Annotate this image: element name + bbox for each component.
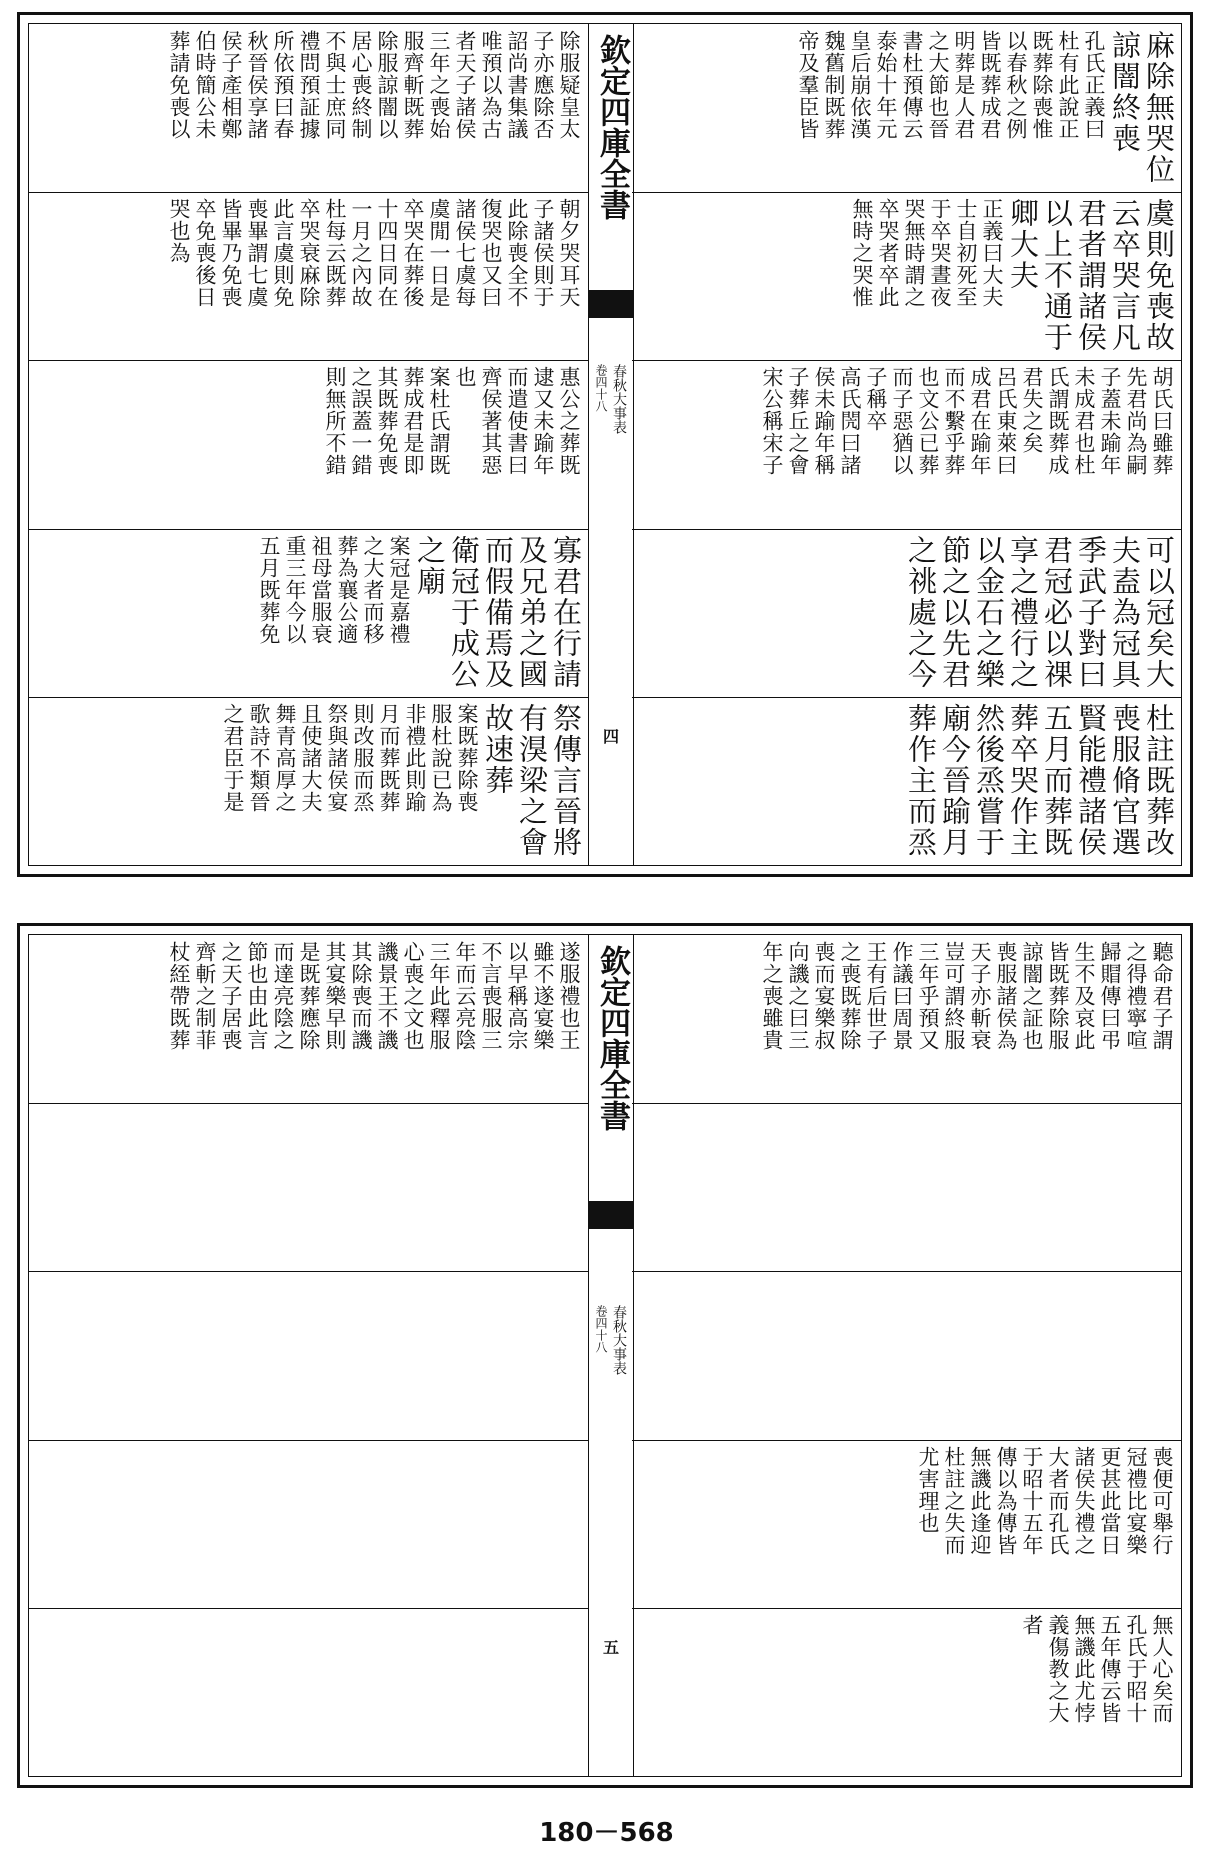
commentary-column: 朝夕哭耳天: [557, 198, 581, 309]
commentary-column: 生不及哀此: [1072, 941, 1096, 1051]
commentary-column: 案杜氏謂既: [427, 366, 451, 477]
gutter-title: 欽定四庫全書: [594, 34, 630, 220]
commentary-column: 葬成君是即: [401, 366, 425, 477]
commentary-column: 虞閒一日是: [427, 198, 451, 309]
main-text-column: 君冠必以祼: [1040, 534, 1074, 690]
top-left-half: [29, 24, 588, 865]
main-text-column: 享之禮行之: [1006, 534, 1040, 690]
commentary-column: 者: [1020, 1613, 1044, 1636]
main-text-column: 及兄弟之國: [515, 534, 549, 690]
commentary-column: 復哭也又曰: [479, 198, 503, 309]
commentary-column: 喪服諸侯為: [994, 941, 1018, 1051]
commentary-column: 之誤蓋一錯: [349, 366, 373, 477]
commentary-column: 非禮此則踰: [403, 702, 427, 813]
commentary-column: 子蓋未踰年: [1098, 366, 1122, 477]
commentary-column: 諸侯失禮之: [1072, 1445, 1096, 1556]
gutter-volume: 卷四十八: [594, 364, 608, 412]
commentary-column: 杖絰帶既葬: [167, 941, 191, 1051]
commentary-column: 而達亮陰之: [271, 941, 295, 1051]
register-cell: [632, 1271, 1181, 1439]
commentary-column: 無人心矣而: [1150, 1613, 1174, 1724]
commentary-column: 卒哭衰麻除: [297, 198, 321, 309]
commentary-column: 五年傳云皆: [1098, 1613, 1122, 1724]
commentary-column: 無譏此逢迎: [968, 1445, 992, 1556]
commentary-column: 歌詩不類晉: [247, 702, 271, 813]
gutter-page-number: 四: [602, 727, 619, 746]
commentary-column: 卒哭者卒此: [876, 198, 900, 309]
register-cell: [632, 192, 1181, 360]
commentary-column: 無時之哭惟: [850, 198, 874, 309]
register-cell: [29, 192, 588, 360]
commentary-column: 以早稱高宗: [505, 941, 529, 1051]
fish-tail-mark: [589, 1201, 633, 1229]
commentary-column: 詔尚書集議: [505, 30, 529, 140]
commentary-column: 于卒哭晝夜: [928, 198, 952, 309]
commentary-column: 明葬是人君: [952, 30, 976, 140]
main-text-column: 喪服脩官選: [1108, 702, 1142, 858]
commentary-column: 祖母當服衰: [309, 534, 333, 645]
register-cell: [632, 24, 1181, 192]
top-page-frame: [28, 23, 1182, 866]
main-text-column: 夫盍為冠具: [1108, 534, 1142, 690]
commentary-column: 大者而孔氏: [1046, 1445, 1070, 1556]
main-text-column: 以上不通于: [1040, 198, 1074, 354]
bottom-right-half: [632, 935, 1181, 1776]
commentary-column: 既葬除喪惟: [1030, 30, 1054, 140]
commentary-column: 惠公之葬既: [557, 366, 581, 477]
commentary-column: 此除喪全不: [505, 198, 529, 309]
commentary-column: 不與士庶同: [323, 30, 347, 140]
main-text-column: 衛冠于成公: [447, 534, 481, 690]
commentary-column: 居心喪終制: [349, 30, 373, 140]
commentary-column: 案冠是嘉禮: [387, 534, 411, 645]
commentary-column: 葬請免喪以: [167, 30, 191, 140]
commentary-column: 則改服而烝: [351, 702, 375, 813]
commentary-column: 侯子產相鄭: [219, 30, 243, 140]
register-cell: [29, 1608, 588, 1776]
commentary-column: 傳以為傳皆: [994, 1445, 1018, 1556]
commentary-column: 而子惡猶以: [890, 366, 914, 477]
commentary-column: 天子亦斬衰: [968, 941, 992, 1051]
commentary-column: 不言喪服三: [479, 941, 503, 1051]
commentary-column: 之天子居喪: [219, 941, 243, 1051]
commentary-column: 君失之矣: [1020, 366, 1044, 455]
register-cell: [29, 1103, 588, 1271]
commentary-column: 服杜說已為: [429, 702, 453, 813]
commentary-column: 孔氏正義曰: [1082, 30, 1106, 140]
commentary-column: 則無所不錯: [323, 366, 347, 477]
commentary-column: 服齊斬既葬: [401, 30, 425, 140]
commentary-column: 皆既葬除服: [1046, 941, 1070, 1051]
commentary-column: 宋公稱宋子: [760, 366, 784, 477]
commentary-column: 未成君也杜: [1072, 366, 1096, 477]
commentary-column: 孔氏于昭十: [1124, 1613, 1148, 1724]
register-cell: [29, 1271, 588, 1439]
register-cell: [29, 529, 588, 697]
commentary-column: 胡氏曰雖葬: [1150, 366, 1174, 477]
commentary-column: 案既葬除喪: [455, 702, 479, 813]
register-cell: [632, 529, 1181, 697]
gutter-page-number: 五: [602, 1638, 619, 1657]
commentary-column: 子諸侯則于: [531, 198, 555, 309]
main-text-column: 廟今晉踰月: [938, 702, 972, 858]
gutter-book-title: 春秋大事表: [611, 1305, 627, 1375]
commentary-column: 無譏此尤悖: [1072, 1613, 1096, 1724]
commentary-column: 哭無時謂之: [902, 198, 926, 309]
commentary-column: 于昭十五年: [1020, 1445, 1044, 1556]
bottom-gutter: [588, 935, 634, 1776]
main-text-column: 有湨梁之會: [515, 702, 549, 858]
main-text-column: 之祧處之今: [904, 534, 938, 690]
main-text-column: 節之以先君: [938, 534, 972, 690]
register-cell: [632, 935, 1181, 1103]
commentary-column: 雖不遂宴樂: [531, 941, 555, 1051]
commentary-column: 喪畢謂七虞: [245, 198, 269, 309]
commentary-column: 葬為襄公適: [335, 534, 359, 645]
register-cell: [29, 24, 588, 192]
commentary-column: 心喪之文也: [401, 941, 425, 1051]
commentary-column: 三年之喪始: [427, 30, 451, 140]
commentary-column: 成君在踰年: [968, 366, 992, 477]
commentary-column: 之大節也晉: [926, 30, 950, 140]
commentary-column: 喪便可舉行: [1150, 1445, 1174, 1556]
commentary-column: 譏景王不譏: [375, 941, 399, 1051]
commentary-column: 而遣使書曰: [505, 366, 529, 477]
commentary-column: 士自初死至: [954, 198, 978, 309]
commentary-column: 豈可謂終服: [942, 941, 966, 1051]
commentary-column: 五月既葬免: [257, 534, 281, 645]
commentary-column: 唯預以為古: [479, 30, 503, 140]
commentary-column: 氏謂既葬成: [1046, 366, 1070, 477]
commentary-column: 秋晉侯享諸: [245, 30, 269, 140]
commentary-column: 也: [453, 366, 477, 389]
commentary-column: 逮又未踰年: [531, 366, 555, 477]
commentary-column: 之大者而移: [361, 534, 385, 645]
commentary-column: 喪而宴樂叔: [812, 941, 836, 1051]
commentary-column: 歸賵傳曰弔: [1098, 941, 1122, 1051]
main-text-column: 季武子對曰: [1074, 534, 1108, 690]
commentary-column: 重三年今以: [283, 534, 307, 645]
commentary-column: 卒免喪後日: [193, 198, 217, 309]
commentary-column: 也文公已葬: [916, 366, 940, 477]
commentary-column: 聽命君子謂: [1150, 941, 1174, 1051]
commentary-column: 侯未踰年稱: [812, 366, 836, 477]
register-cell: [632, 697, 1181, 865]
commentary-column: 節也由此言: [245, 941, 269, 1051]
commentary-column: 子亦應除否: [531, 30, 555, 140]
commentary-column: 泰始十年元: [874, 30, 898, 140]
commentary-column: 更甚此當日: [1098, 1445, 1122, 1556]
main-text-column: 祭傳言晉將: [549, 702, 583, 858]
page-code: 180－568: [539, 1818, 674, 1848]
main-text-column: 麻除無哭位: [1142, 30, 1176, 185]
commentary-column: 之君臣于是: [221, 702, 245, 813]
main-text-column: 君者謂諸侯: [1074, 198, 1108, 354]
register-cell: [632, 1103, 1181, 1271]
gutter-book-title: 春秋大事表: [611, 364, 627, 434]
commentary-column: 杜有此說正: [1056, 30, 1080, 140]
commentary-column: 諒闇之証也: [1020, 941, 1044, 1051]
commentary-column: 祭與諸侯宴: [325, 702, 349, 813]
register-cell: [632, 360, 1181, 528]
commentary-column: 魏舊制既葬: [822, 30, 846, 140]
fish-tail-mark: [589, 290, 633, 318]
main-text-column: 而假備焉及: [481, 534, 515, 690]
commentary-column: 年而云亮陰: [453, 941, 477, 1051]
commentary-column: 哭也為: [167, 198, 191, 265]
main-text-column: 五月而葬既: [1040, 702, 1074, 858]
main-text-column: 葬作主而烝: [904, 702, 938, 858]
commentary-column: 齊侯著其惡: [479, 366, 503, 477]
commentary-column: 禮問預証據: [297, 30, 321, 140]
commentary-column: 伯時簡公未: [193, 30, 217, 140]
commentary-column: 年之喪雖貴: [760, 941, 784, 1051]
commentary-column: 帝及羣臣皆: [796, 30, 820, 140]
commentary-column: 之喪既葬除: [838, 941, 862, 1051]
commentary-column: 義傷教之大: [1046, 1613, 1070, 1724]
commentary-column: 遂服禮也王: [557, 941, 581, 1051]
main-text-column: 寡君在行請: [549, 534, 583, 690]
main-text-column: 之廟: [413, 534, 447, 597]
top-gutter: [588, 24, 634, 865]
main-text-column: 葬卒哭作主: [1006, 702, 1040, 858]
commentary-column: 正義曰大夫: [980, 198, 1004, 309]
main-text-column: 諒闇終喪: [1108, 30, 1142, 154]
commentary-column: 子稱卒: [864, 366, 888, 433]
commentary-column: 諸侯七虞每: [453, 198, 477, 309]
bottom-page: [17, 923, 1193, 1788]
commentary-column: 一月之內故: [349, 198, 373, 309]
commentary-column: 皆畢乃免喪: [219, 198, 243, 309]
commentary-column: 子葬丘之會: [786, 366, 810, 477]
register-cell: [632, 1608, 1181, 1776]
commentary-column: 杜註之失而: [942, 1445, 966, 1556]
main-text-column: 然後烝嘗于: [972, 702, 1006, 858]
gutter-volume: 卷四十八: [594, 1305, 608, 1353]
commentary-column: 杜每云既葬: [323, 198, 347, 309]
commentary-column: 是既葬應除: [297, 941, 321, 1051]
commentary-column: 所依預曰春: [271, 30, 295, 140]
commentary-column: 其除喪而譏: [349, 941, 373, 1051]
commentary-column: 其既葬免喪: [375, 366, 399, 477]
commentary-column: 冠禮比宴樂: [1124, 1445, 1148, 1556]
main-text-column: 可以冠矣大: [1142, 534, 1176, 690]
commentary-column: 以春秋之例: [1004, 30, 1028, 140]
register-cell: [29, 1440, 588, 1608]
commentary-column: 卒哭在葬後: [401, 198, 425, 309]
commentary-column: 書杜預傳云: [900, 30, 924, 140]
commentary-column: 皆既葬成君: [978, 30, 1002, 140]
register-cell: [632, 1440, 1181, 1608]
commentary-column: 齊斬之制菲: [193, 941, 217, 1051]
commentary-column: 高氏閌曰諸: [838, 366, 862, 477]
commentary-column: 皇后崩依漢: [848, 30, 872, 140]
commentary-column: 且使諸大夫: [299, 702, 323, 813]
commentary-column: 除服諒闇以: [375, 30, 399, 140]
gutter-title: 欽定四庫全書: [594, 945, 630, 1131]
commentary-column: 者天子諸侯: [453, 30, 477, 140]
main-text-column: 云卒哭言凡: [1108, 198, 1142, 354]
commentary-column: 之得禮寧喧: [1124, 941, 1148, 1051]
main-text-column: 故速葬: [481, 702, 515, 796]
commentary-column: 其宴樂早則: [323, 941, 347, 1051]
commentary-column: 舞青高厚之: [273, 702, 297, 813]
commentary-column: 三年乎預又: [916, 941, 940, 1051]
commentary-column: 向譏之曰三: [786, 941, 810, 1051]
commentary-column: 除服疑皇太: [557, 30, 581, 140]
commentary-column: 王有后世子: [864, 941, 888, 1051]
bottom-left-half: [29, 935, 588, 1776]
commentary-column: 十四日同在: [375, 198, 399, 309]
main-text-column: 杜註既葬改: [1142, 702, 1176, 858]
register-cell: [29, 360, 588, 528]
bottom-page-frame: [28, 934, 1182, 1777]
main-text-column: 卿大夫: [1006, 198, 1040, 292]
main-text-column: 以金石之樂: [972, 534, 1006, 690]
top-page: [17, 12, 1193, 877]
register-cell: [29, 935, 588, 1103]
main-text-column: 賢能禮諸侯: [1074, 702, 1108, 858]
commentary-column: 月而葬既葬: [377, 702, 401, 813]
top-right-half: [632, 24, 1181, 865]
register-cell: [29, 697, 588, 865]
commentary-column: 而不繫乎葬: [942, 366, 966, 477]
commentary-column: 三年此釋服: [427, 941, 451, 1051]
commentary-column: 此言虞則免: [271, 198, 295, 309]
main-text-column: 虞則免喪故: [1142, 198, 1176, 354]
commentary-column: 先君尚為嗣: [1124, 366, 1148, 477]
commentary-column: 尤害理也: [916, 1445, 940, 1534]
commentary-column: 呂氏東萊曰: [994, 366, 1018, 477]
commentary-column: 作議曰周景: [890, 941, 914, 1051]
